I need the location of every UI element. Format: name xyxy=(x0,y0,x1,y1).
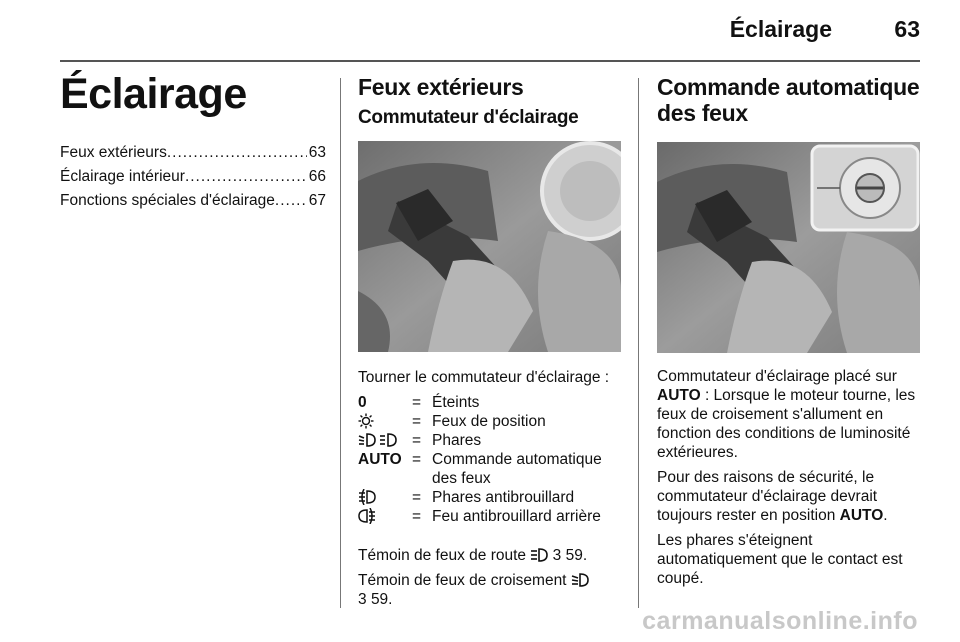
symbol-row xyxy=(358,507,621,526)
auto-keyword: AUTO xyxy=(839,507,884,524)
light-switch-photo xyxy=(358,141,621,352)
low-beam-icon xyxy=(571,572,589,588)
equals-sign: = xyxy=(412,432,422,449)
symbol-row xyxy=(358,488,621,507)
toc-leader xyxy=(275,189,307,213)
column-divider xyxy=(638,78,639,608)
toc-page: 63 xyxy=(308,144,326,161)
reference-link[interactable]: 59. xyxy=(370,591,393,608)
reference-link[interactable]: 59. xyxy=(565,547,588,564)
toc-page: 67 xyxy=(308,192,326,209)
toc-label: Éclairage intérieur xyxy=(60,168,185,185)
header-rule xyxy=(60,60,920,62)
symbol-row xyxy=(358,450,621,488)
high-beam-icon xyxy=(530,547,548,563)
toc-item[interactable] xyxy=(60,141,326,165)
auto-paragraph-1 xyxy=(657,367,923,462)
reference-arrow-icon: 3 xyxy=(358,591,367,608)
column-divider xyxy=(340,78,341,608)
toc-item[interactable] xyxy=(60,165,326,189)
header-title: Éclairage xyxy=(729,16,832,42)
symbol-row xyxy=(358,412,621,431)
toc-page: 66 xyxy=(308,168,326,185)
subsection-title: Commutateur d'éclairage xyxy=(358,107,579,128)
exterior-lights-column xyxy=(358,74,624,615)
auto-light-column xyxy=(657,74,923,594)
auto-paragraph-2 xyxy=(657,468,923,525)
off-symbol-icon: 0 xyxy=(358,394,367,411)
toc-leader xyxy=(167,141,307,165)
chapter-column xyxy=(60,70,326,213)
toc-item[interactable] xyxy=(60,189,326,213)
auto-switch-photo xyxy=(657,142,920,353)
front-fog-icon xyxy=(358,488,412,507)
equals-sign: = xyxy=(412,394,422,411)
symbol-desc: Phares xyxy=(432,432,482,449)
auto-text: . xyxy=(883,507,888,524)
rear-fog-icon xyxy=(358,507,412,526)
headlight-icon xyxy=(358,431,412,450)
auto-keyword: AUTO xyxy=(657,387,701,404)
auto-text: Pour des raisons de sécurité, le commutateur d'éclairage devrait toujours rester en position xyxy=(657,469,878,524)
auto-symbol-icon: AUTO xyxy=(358,451,402,468)
symbol-desc: Phares antibrouillard xyxy=(432,489,575,506)
high-beam-text: Témoin de feux de route xyxy=(358,547,527,564)
equals-sign: = xyxy=(412,508,422,525)
symbol-desc: Commande automatique des feux xyxy=(432,451,602,487)
auto-paragraph-3: Les phares s'éteignent automatiquement que le contact est coupé. xyxy=(657,532,903,587)
parking-light-icon xyxy=(358,412,412,431)
toc xyxy=(60,141,326,213)
toc-leader xyxy=(185,165,307,189)
section-title: Feux extérieurs xyxy=(358,74,524,100)
toc-label: Fonctions spéciales d'éclairage xyxy=(60,192,275,209)
symbol-table xyxy=(358,393,621,526)
chapter-title: Éclairage xyxy=(60,70,247,118)
toc-label: Feux extérieurs xyxy=(60,144,167,161)
auto-text: : Lorsque le moteur tourne, les feux de croisement s'allument en fonction des conditions de luminosité extérieures. xyxy=(657,387,916,461)
symbol-row xyxy=(358,431,621,450)
high-beam-note xyxy=(358,546,624,565)
intro-text: Tourner le commutateur d'éclairage : xyxy=(358,369,610,386)
low-beam-text: Témoin de feux de croisement xyxy=(358,572,567,589)
symbol-desc: Éteints xyxy=(432,394,480,411)
section-title: Commande automatique des feux xyxy=(657,74,920,126)
auto-text: Commutateur d'éclairage placé sur xyxy=(657,368,897,385)
symbol-row xyxy=(358,393,621,412)
watermark: carmanualsonline.info xyxy=(642,607,918,635)
reference-arrow-icon: 3 xyxy=(552,547,562,564)
equals-sign: = xyxy=(412,413,422,430)
low-beam-note xyxy=(358,571,624,609)
symbol-desc: Feux de position xyxy=(432,413,546,430)
page-number: 63 xyxy=(894,16,920,42)
equals-sign: = xyxy=(412,489,422,506)
symbol-desc: Feu antibrouillard arrière xyxy=(432,508,601,525)
equals-sign: = xyxy=(412,451,422,468)
